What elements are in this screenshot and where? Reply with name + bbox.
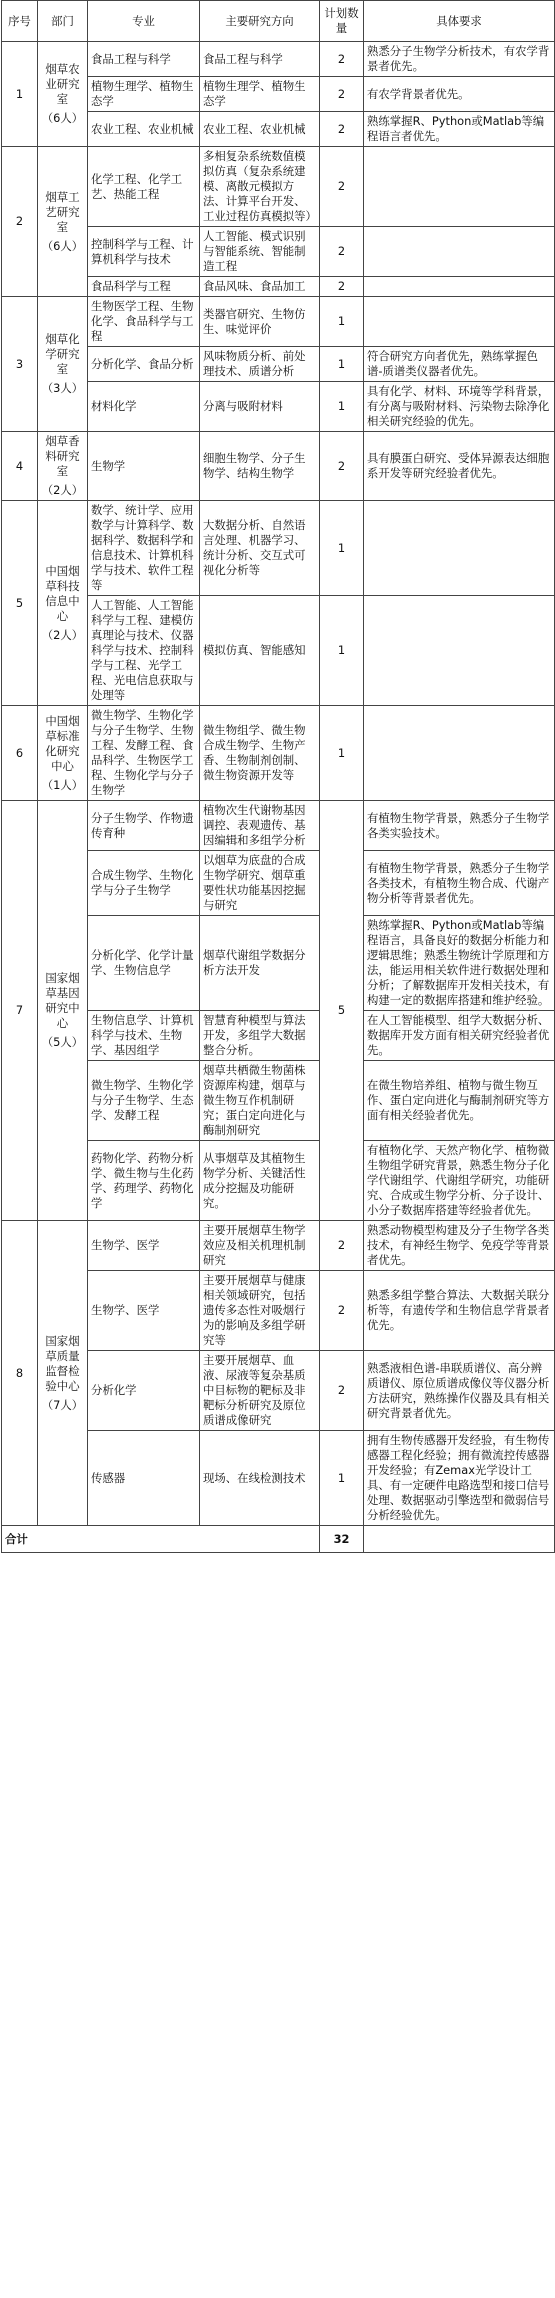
requirements-cell: 有农学背景者优先。 — [364, 77, 555, 112]
direction-cell: 细胞生物学、分子生物学、结构生物学 — [200, 432, 320, 501]
requirements-cell: 拥有生物传感器开发经验，有生物传感器工程化经验；拥有微流控传感器开发经验；有Zemax光学设计工具、有一定硬件电路选型和接口信号处理、数据驱动引擎选型和微弱信号分析经验优先。 — [364, 1431, 555, 1526]
requirements-cell — [364, 227, 555, 277]
department-cell — [38, 801, 88, 1221]
major-cell: 分析化学 — [88, 1351, 200, 1431]
header-dept: 部门 — [38, 1, 88, 42]
major-cell: 药物化学、药物分析学、微生物与生化药学、药理学、药物化学 — [88, 1141, 200, 1221]
major-cell: 生物学、医学 — [88, 1221, 200, 1271]
major-cell: 数学、统计学、应用数学与计算科学、数据科学、数据科学和信息技术、计算机科学与技术、软件工程等 — [88, 501, 200, 596]
plan-count-cell: 1 — [320, 1431, 364, 1526]
department-name: 烟草工艺研究室 — [45, 189, 80, 234]
total-value: 32 — [320, 1526, 364, 1553]
requirements-cell: 符合研究方向者优先，熟练掌握色谱-质谱类仪器者优先。 — [364, 347, 555, 382]
major-cell: 材料化学 — [88, 382, 200, 432]
header-row — [2, 1, 555, 42]
plan-count-cell: 2 — [320, 227, 364, 277]
direction-cell: 分离与吸附材料 — [200, 382, 320, 432]
plan-count-cell: 1 — [320, 297, 364, 347]
department-headcount: （3人） — [41, 381, 84, 395]
requirements-cell: 有植物生物学背景，熟悉分子生物学各类技术，有植物生物合成、代谢产物分析等背景者优先。 — [364, 851, 555, 916]
requirements-cell — [364, 147, 555, 227]
direction-cell: 智慧育种模型与算法开发，多组学大数据整合分析。 — [200, 1011, 320, 1061]
direction-cell: 主要开展烟草生物学效应及相关机理机制研究 — [200, 1221, 320, 1271]
direction-cell: 微生物组学、微生物合成生物学、生物产香、生物制剂创制、微生物资源开发等 — [200, 706, 320, 801]
plan-count-cell: 1 — [320, 706, 364, 801]
table-row — [2, 1221, 555, 1271]
major-cell: 微生物学、生物化学与分子生物学、生物工程、发酵工程、食品科学、生物医学工程、生物化学与分子生物学 — [88, 706, 200, 801]
requirements-cell: 熟悉分子生物学分析技术，有农学背景者优先。 — [364, 42, 555, 77]
department-name: 中国烟草科技信息中心 — [45, 563, 80, 623]
total-row — [2, 1526, 555, 1553]
requirements-cell: 具有膜蛋白研究、受体异源表达细胞系开发等研究经验者优先。 — [364, 432, 555, 501]
requirements-cell — [364, 297, 555, 347]
requirements-cell: 有植物化学、天然产物化学、植物微生物组学研究背景，熟悉生物分子化学代谢组学、代谢组学研究，功能研究、合成或生物学分析、分子设计、小分子数据库搭建等经验者优先。 — [364, 1141, 555, 1221]
requirements-cell — [364, 706, 555, 801]
department-cell — [38, 147, 88, 297]
direction-cell: 多相复杂系统数值模拟仿真（复杂系统建模、离散元模拟方法、计算平台开发、工业过程仿真模拟等） — [200, 147, 320, 227]
direction-cell: 现场、在线检测技术 — [200, 1431, 320, 1526]
direction-cell: 农业工程、农业机械 — [200, 112, 320, 147]
major-cell: 分析化学、化学计量学、生物信息学 — [88, 916, 200, 1011]
plan-count-cell: 2 — [320, 1221, 364, 1271]
major-cell: 植物生理学、植物生态学 — [88, 77, 200, 112]
department-name: 烟草香料研究室 — [45, 434, 80, 478]
direction-cell: 以烟草为底盘的合成生物学研究、烟草重要性状功能基因挖掘与研究 — [200, 851, 320, 916]
major-cell: 化学工程、化学工艺、热能工程 — [88, 147, 200, 227]
requirements-cell — [364, 501, 555, 596]
row-seq: 1 — [2, 42, 38, 147]
row-seq: 2 — [2, 147, 38, 297]
table-row — [2, 147, 555, 227]
direction-cell: 烟草代谢组学数据分析方法开发 — [200, 916, 320, 1011]
header-direction: 主要研究方向 — [200, 1, 320, 42]
requirements-cell: 有植物生物学背景，熟悉分子生物学各类实验技术。 — [364, 801, 555, 851]
row-seq: 8 — [2, 1221, 38, 1526]
requirements-cell: 熟悉多组学整合算法、大数据关联分析等，有遗传学和生物信息学背景者优先。 — [364, 1271, 555, 1351]
plan-count-cell: 2 — [320, 112, 364, 147]
direction-cell: 风味物质分析、前处理技术、质谱分析 — [200, 347, 320, 382]
plan-count-cell: 2 — [320, 1271, 364, 1351]
department-cell — [38, 432, 88, 501]
major-cell: 生物学 — [88, 432, 200, 501]
department-headcount: （2人） — [41, 483, 84, 497]
requirements-cell — [364, 596, 555, 706]
plan-count-cell: 2 — [320, 77, 364, 112]
major-cell: 人工智能、人工智能科学与工程、建模仿真理论与技术、仪器科学与技术、控制科学与工程、光学工程、光电信息获取与处理等 — [88, 596, 200, 706]
direction-cell: 大数据分析、自然语言处理、机器学习、统计分析、交互式可视化分析等 — [200, 501, 320, 596]
department-headcount: （5人） — [41, 1035, 84, 1049]
plan-count-cell: 2 — [320, 277, 364, 297]
direction-cell: 主要开展烟草、血液、尿液等复杂基质中目标物的靶标及非靶标分析研究及原位质谱成像研究 — [200, 1351, 320, 1431]
major-cell: 分析化学、食品分析 — [88, 347, 200, 382]
plan-count-cell: 1 — [320, 347, 364, 382]
requirements-cell: 熟悉动物模型构建及分子生物学各类技术，有神经生物学、免疫学等背景者优先。 — [364, 1221, 555, 1271]
plan-count-cell: 1 — [320, 382, 364, 432]
row-seq: 4 — [2, 432, 38, 501]
total-label: 合计 — [2, 1526, 320, 1553]
row-seq: 7 — [2, 801, 38, 1221]
major-cell: 控制科学与工程、计算机科学与技术 — [88, 227, 200, 277]
major-cell: 农业工程、农业机械 — [88, 112, 200, 147]
requirements-cell: 在人工智能模型、组学大数据分析、数据库开发方面有相关研究经验者优先。 — [364, 1011, 555, 1061]
department-name: 国家烟草质量监督检验中心 — [45, 1333, 80, 1393]
header-major: 专业 — [88, 1, 200, 42]
department-cell — [38, 42, 88, 147]
direction-cell: 食品工程与科学 — [200, 42, 320, 77]
direction-cell: 类器官研究、生物仿生、味觉评价 — [200, 297, 320, 347]
major-cell: 生物信息学、计算机科学与技术、生物学、基因组学 — [88, 1011, 200, 1061]
plan-count-cell: 2 — [320, 147, 364, 227]
direction-cell: 从事烟草及其植物生物学分析、关键活性成分挖掘及功能研究。 — [200, 1141, 320, 1221]
requirements-cell: 熟悉液相色谱-串联质谱仪、高分辨质谱仪、原位质谱成像仪等仪器分析方法研究，熟练操作仪器及具有相关研究背景者优先。 — [364, 1351, 555, 1431]
department-name: 烟草农业研究室 — [45, 62, 80, 106]
row-seq: 3 — [2, 297, 38, 432]
department-cell — [38, 1221, 88, 1526]
department-headcount: （1人） — [41, 777, 84, 792]
plan-count-cell: 5 — [320, 801, 364, 1221]
department-cell — [38, 501, 88, 706]
total-empty — [364, 1526, 555, 1553]
department-headcount: （6人） — [41, 238, 84, 253]
department-headcount: （2人） — [41, 627, 84, 642]
plan-count-cell: 2 — [320, 1351, 364, 1431]
requirements-cell: 在微生物培养组、植物与微生物互作、蛋白定向进化与酶制剂研究等方面有相关经验者优先。 — [364, 1061, 555, 1141]
department-name: 烟草化学研究室 — [45, 332, 80, 376]
major-cell: 合成生物学、生物化学与分子生物学 — [88, 851, 200, 916]
table-row — [2, 801, 555, 851]
header-requirements: 具体要求 — [364, 1, 555, 42]
table-row — [2, 297, 555, 347]
major-cell: 生物医学工程、生物化学、食品科学与工程 — [88, 297, 200, 347]
department-headcount: （6人） — [41, 111, 84, 125]
major-cell: 食品工程与科学 — [88, 42, 200, 77]
major-cell: 生物学、医学 — [88, 1271, 200, 1351]
plan-count-cell: 2 — [320, 432, 364, 501]
department-name: 中国烟草标准化研究中心 — [45, 713, 80, 773]
direction-cell: 人工智能、模式识别与智能系统、智能制造工程 — [200, 227, 320, 277]
direction-cell: 模拟仿真、智能感知 — [200, 596, 320, 706]
plan-count-cell: 1 — [320, 501, 364, 596]
header-seq: 序号 — [2, 1, 38, 42]
table-row — [2, 706, 555, 801]
table-row — [2, 501, 555, 596]
requirements-cell: 具有化学、材料、环境等学科背景，有分离与吸附材料、污染物去除净化相关研究经验的优先。 — [364, 382, 555, 432]
requirements-cell — [364, 277, 555, 297]
department-cell — [38, 297, 88, 432]
requirements-cell: 熟练掌握R、Python或Matlab等编程语言者优先。 — [364, 112, 555, 147]
direction-cell: 植物生理学、植物生态学 — [200, 77, 320, 112]
direction-cell: 烟草共栖微生物菌株资源库构建，烟草与微生物互作机制研究；蛋白定向进化与酶制剂研究 — [200, 1061, 320, 1141]
row-seq: 5 — [2, 501, 38, 706]
plan-count-cell: 1 — [320, 596, 364, 706]
header-plan: 计划数量 — [320, 1, 364, 42]
major-cell: 食品科学与工程 — [88, 277, 200, 297]
department-headcount: （7人） — [41, 1397, 84, 1412]
major-cell: 传感器 — [88, 1431, 200, 1526]
requirements-cell: 熟练掌握R、Python或Matlab等编程语言，具备良好的数据分析能力和逻辑思维；熟悉生物统计学原理和方法，能运用相关软件进行数据处理和分析；了解数据库开发相关技术，有构建一定的数据库搭建和维护经验。 — [364, 916, 555, 1011]
direction-cell: 食品风味、食品加工 — [200, 277, 320, 297]
recruitment-table — [1, 0, 555, 1553]
table-row — [2, 42, 555, 77]
table-row — [2, 432, 555, 501]
major-cell: 分子生物学、作物遗传育种 — [88, 801, 200, 851]
row-seq: 6 — [2, 706, 38, 801]
plan-count-cell: 2 — [320, 42, 364, 77]
department-name: 国家烟草基因研究中心 — [45, 971, 80, 1030]
department-cell — [38, 706, 88, 801]
direction-cell: 主要开展烟草与健康相关领域研究，包括遗传多态性对吸烟行为的影响及多组学研究等 — [200, 1271, 320, 1351]
major-cell: 微生物学、生物化学与分子生物学、生态学、发酵工程 — [88, 1061, 200, 1141]
direction-cell: 植物次生代谢物基因调控、表观遗传、基因编辑和多组学分析 — [200, 801, 320, 851]
